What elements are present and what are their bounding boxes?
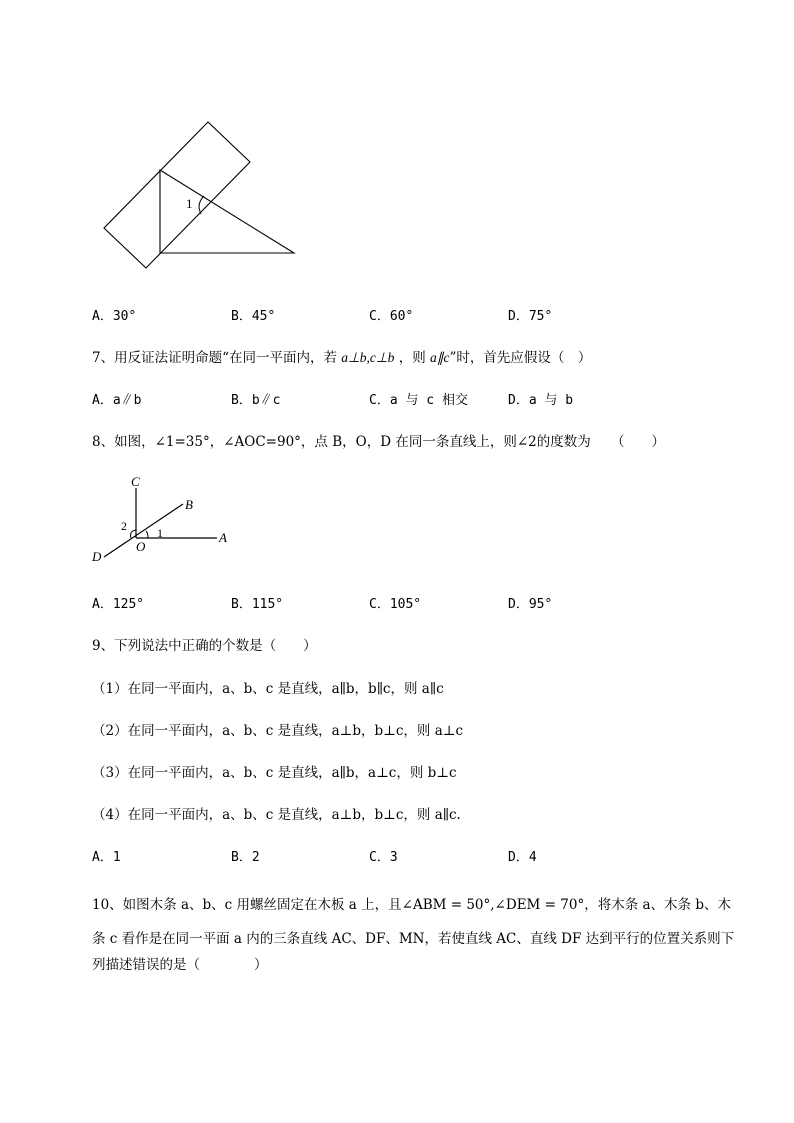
label-c: C	[131, 474, 140, 489]
q6-option-b[interactable]: B．45°	[231, 309, 276, 324]
q9-option-d[interactable]: D．4	[508, 850, 537, 865]
q8-option-b[interactable]: B．115°	[231, 597, 284, 612]
label-a: A	[219, 530, 227, 545]
q9-option-a[interactable]: A．1	[92, 850, 121, 865]
question-10-line-1: 10、如图木条 a、b、c 用螺丝固定在木板 a 上，且∠ABM = 50°,∠DEM = 70°，将木条 a、木条 b、木	[92, 897, 731, 913]
q9-statement-4: （4）在同一平面内，a、b、c 是直线，a⊥b，b⊥c，则 a∥c.	[92, 807, 461, 823]
angle-1-label: 1	[186, 196, 193, 211]
label-b: B	[185, 497, 193, 512]
question-10-line-3: 列描述错误的是（ ）	[92, 957, 268, 973]
q9-statement-1: （1）在同一平面内，a、b、c 是直线，a∥b，b∥c，则 a∥c	[92, 681, 444, 697]
q7-option-d[interactable]: D．a 与 b	[508, 393, 574, 408]
q8-option-a[interactable]: A．125°	[92, 597, 145, 612]
q9-statement-3: （3）在同一平面内，a、b、c 是直线，a∥b，a⊥c，则 b⊥c	[92, 765, 457, 781]
q7-option-c[interactable]: C．a 与 c 相交	[369, 393, 468, 408]
q7-option-a[interactable]: A．a∥b	[92, 393, 142, 408]
q8-option-c[interactable]: C．105°	[369, 597, 422, 612]
label-1: 1	[157, 526, 163, 540]
question-10-line-2: 条 c 看作是在同一平面 a 内的三条直线 AC、DF、MN，若使直线 AC、直线 DF 达到平行的位置关系则下	[92, 931, 735, 947]
q9-option-b[interactable]: B．2	[231, 850, 260, 865]
q9-statement-2: （2）在同一平面内，a、b、c 是直线，a⊥b，b⊥c，则 a⊥c	[92, 723, 464, 739]
label-2: 2	[121, 519, 127, 533]
label-o: O	[136, 539, 146, 554]
q6-option-a[interactable]: A．30°	[92, 309, 137, 324]
angle-1-arc	[146, 531, 148, 538]
question-8: 8、如图，∠1=35°，∠AOC=90°，点 B，O，D 在同一条直线上，则∠2的度数为 （ ）	[92, 434, 665, 450]
q6-option-d[interactable]: D．75°	[508, 309, 553, 324]
q8-option-d[interactable]: D．95°	[508, 597, 553, 612]
label-d: D	[92, 549, 102, 564]
q9-option-c[interactable]: C．3	[369, 850, 398, 865]
q6-option-c[interactable]: C．60°	[369, 309, 414, 324]
q7-option-b[interactable]: B．b∥c	[231, 393, 281, 408]
question-9: 9、下列说法中正确的个数是（ ）	[92, 638, 317, 654]
question-7: 7、用反证法证明命题“在同一平面内，若 a⊥b,c⊥b ，则 a∥c”时，首先应假设（ ）	[92, 350, 592, 366]
